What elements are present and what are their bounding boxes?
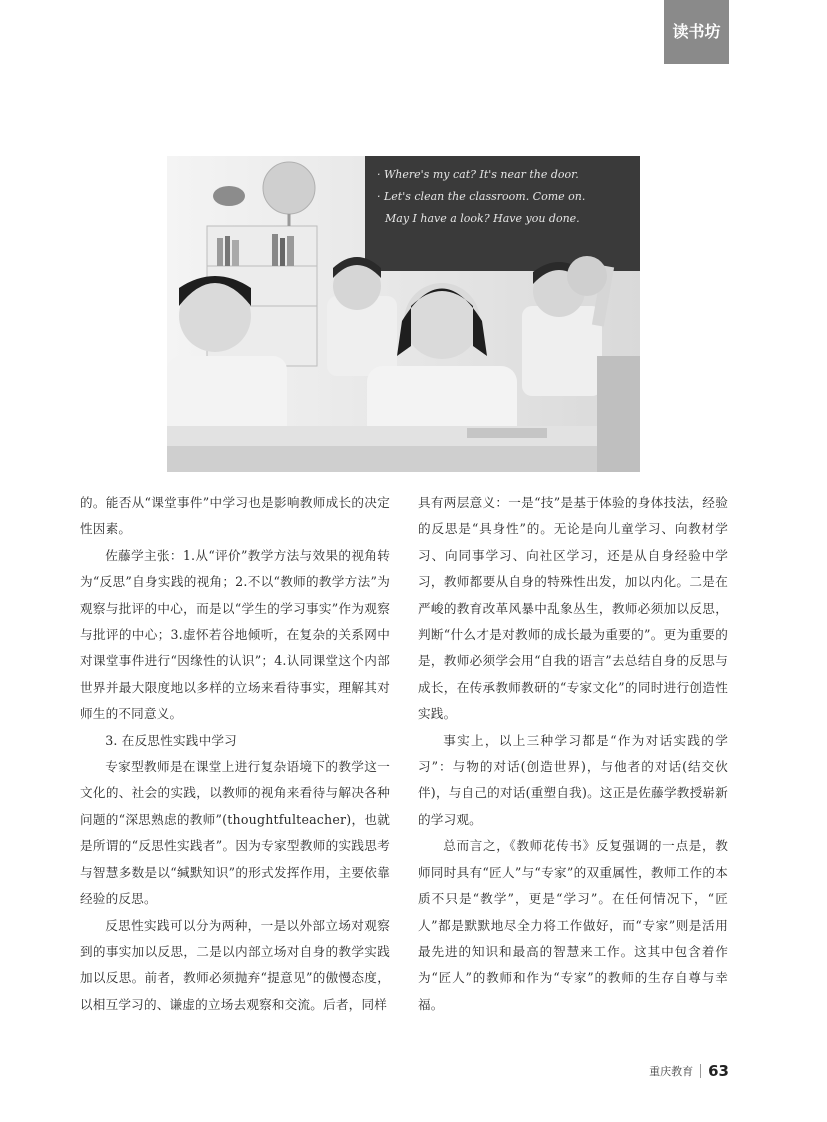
paragraph: 总而言之，《教师花传书》反复强调的一点是，教师同时具有“匠人”与“专家”的双重属性，教师工作的本质不只是“教学”，更是“学习”。在任何情况下，“匠人”都是默默地尽全力将工作做好，而“专家”则是活用最先进的知识和最高的智慧来工作。这其中包含着作为“匠人”的教师和作为“专家”的教师的生存自尊与幸福。 [418, 838, 728, 1012]
paragraph: 专家型教师是在课堂上进行复杂语境下的教学这一文化的、社会的实践，以教师的视角来看待与解决各种问题的“深思熟虑的教师”(thoughtfulteacher)，也就是所谓的“反思性实践者”。因为专家型教师的实践思考与智慧多数是以“缄默知识”的形式发挥作用，主要依靠经验的反思。 [80, 759, 390, 907]
paragraph: 佐藤学主张：1.从“评价”教学方法与效果的视角转为“反思”自身实践的视角；2.不以“教师的教学方法”为观察与批评的中心，而是以“学生的学习事实”作为观察与批评的中心；3.虚怀若谷地倾听，在复杂的关系网中对课堂事件进行“因缘性的认识”；4.认同课堂这个内部世界并最大限度地以多样的立场来看待事实，理解其对师生的不同意义。 [80, 547, 390, 722]
classroom-photo-art [167, 156, 640, 472]
page-footer [649, 1062, 729, 1080]
blackboard-line-2: · Let's clean the classroom. Come on. [377, 190, 586, 203]
classroom-photo [167, 156, 640, 472]
section-heading: 3. 在反思性实践中学习 [105, 732, 237, 748]
plant [213, 186, 245, 206]
magazine-name: 重庆教育 [649, 1065, 694, 1078]
paragraph: 的。能否从“课堂事件”中学习也是影响教师成长的决定性因素。 [80, 495, 390, 537]
globe [263, 162, 315, 214]
page-number: 63 [708, 1062, 729, 1080]
paragraph: 具有两层意义：一是“技”是基于体验的身体技法，经验的反思是“具身性”的。无论是向儿童学习、向教材学习、向同事学习、向社区学习，还是从自身经验中学习，教师都要从自身的特殊性出发，加以内化。二是在严峻的教育改革风暴中乱象丛生，教师必须加以反思，判断“什么才是对教师的成长最为重要的”。更为重要的是，教师必须学会用“自我的语言”去总结自身的反思与成长，在传承教师教研的“专家文化”的同时进行创造性实践。 [418, 495, 728, 722]
paragraph: 事实上，以上三种学习都是“作为对话实践的学习”：与物的对话(创造世界)，与他者的对话(结交伙伴)，与自己的对话(重塑自我)。这正是佐藤学教授崭新的学习观。 [418, 732, 728, 827]
blackboard-line-3: May I have a look? Have you done. [385, 212, 580, 225]
footer-divider [700, 1064, 701, 1078]
blackboard-line-1: · Where's my cat? It's near the door. [377, 168, 579, 181]
section-tab: 读书坊 [664, 0, 729, 64]
right-column [418, 490, 728, 1018]
paragraph: 反思性实践可以分为两种，一是以外部立场对观察到的事实加以反思，二是以内部立场对自身的教学实践加以反思。前者，教师必须抛弃“提意见”的傲慢态度，以相互学习的、谦虚的立场去观察和交流。后者，同样 [80, 917, 390, 1012]
left-column [80, 490, 390, 1018]
